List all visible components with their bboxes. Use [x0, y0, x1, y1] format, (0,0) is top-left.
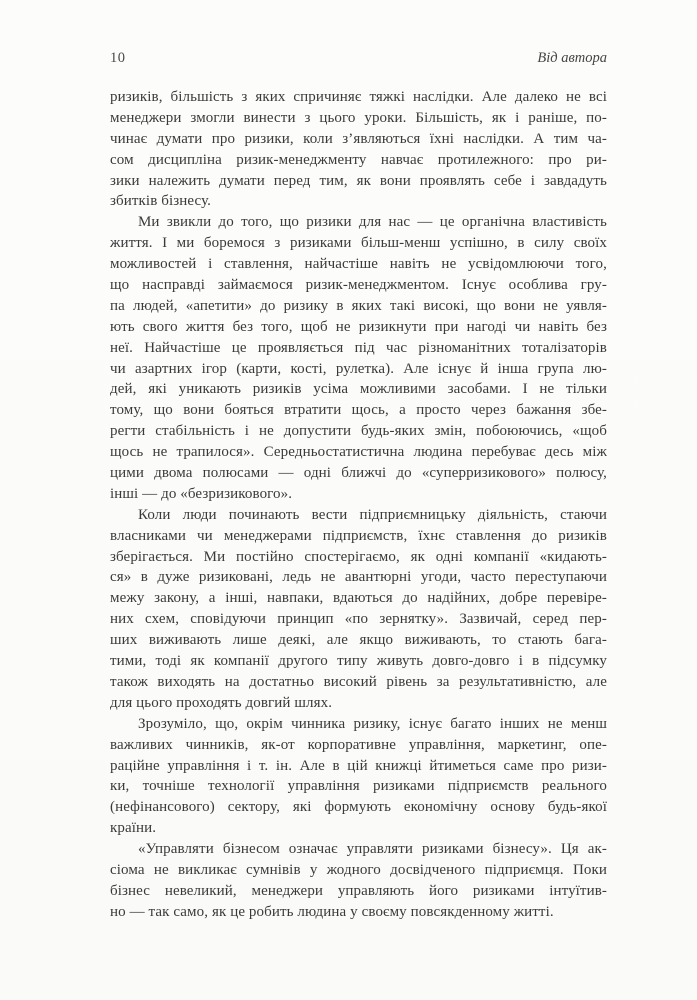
text-line: «Управляти бізнесом означає управляти ризиками бізнесу». Ця ак-: [138, 841, 607, 858]
paragraph: [110, 839, 607, 923]
text-line: країни.: [110, 820, 157, 837]
running-title: Від автора: [537, 50, 607, 66]
text-line: зберігається. Ми постійно спостерігаємо, як одні компанії «кидають-: [110, 548, 607, 565]
text-line: неї. Найчастіше це проявляється під час різноманітних тоталізаторів: [110, 339, 607, 356]
text-line: тими, тоді як компанії другого типу живуть довго-довго і в підсумку: [110, 653, 607, 670]
page-number: 10: [110, 50, 126, 66]
text-line: інші — до «безризикового».: [110, 485, 293, 502]
text-line: но — так само, як це робить людина у своєму повсякденному житті.: [110, 903, 554, 920]
text-line: зики належить думати перед тим, як вони проявлять себе і завдадуть: [110, 172, 607, 189]
text-line: дей, які уникають ризиків усіма можливими засобами. І не тільки: [110, 381, 607, 398]
paragraph: [110, 87, 607, 212]
text-line: па людей, «апетити» до ризику в яких такі високі, що вони не уявля-: [110, 297, 607, 314]
text-line: збитків бізнесу.: [110, 193, 212, 210]
text-line: ють свого життя без того, щоб не ризикнути при нагоді чи навіть без: [110, 318, 607, 335]
text-line: Ми звикли до того, що ризики для нас — це органічна властивість: [138, 214, 607, 231]
body-text: [110, 87, 607, 923]
text-line: сом дисципліна ризик-менеджменту навчає протилежного: про ри-: [110, 151, 607, 168]
text-line: ризиків, більшість з яких спричиняє тяжкі наслідки. Але далеко не всі: [110, 89, 607, 105]
text-line: менеджери змогли винести з цього уроки. Більшість, як і раніше, по-: [110, 109, 607, 126]
text-line: Зрозуміло, що, окрім чинника ризику, існує багато інших не менш: [138, 715, 607, 732]
text-line: бізнес невеликий, менеджери управляють його ризиками інтуїтив-: [110, 882, 607, 899]
text-line: ся» в дуже ризиковані, ледь не авантюрні угоди, часто переступаючи: [110, 569, 607, 586]
text-line: цими двома полюсами — одні ближчі до «суперризикового» полюсу,: [110, 465, 607, 482]
text-line: для цього проходять довгий шлях.: [110, 694, 333, 711]
text-line: них схем, сповідуючи принцип «по зернятку». Зазвичай, серед пер-: [110, 611, 607, 628]
paragraph: [110, 505, 607, 714]
text-line: ки, точніше технології управління ризиками підприємств реального: [110, 778, 607, 795]
text-line: регти стабільність і не допустити будь-яких змін, побоюючись, «щоб: [110, 423, 607, 440]
text-line: Коли люди починають вести підприємницьку діяльність, стаючи: [138, 506, 607, 523]
text-line: важливих чинників, як-от корпоративне управління, маркетинг, опе-: [110, 736, 607, 753]
text-line: межу закону, а інші, навпаки, вдаються до надійних, добре перевіре-: [110, 590, 607, 607]
text-line: життя. І ми боремося з ризиками більш-менш успішно, в силу своїх: [110, 235, 607, 252]
running-head: [110, 50, 607, 68]
paragraph: [110, 714, 607, 839]
text-line: (нефінансового) сектору, які формують економічну основу будь-якої: [110, 799, 607, 816]
text-line: можливостей і ставлення, найчастіше навіть не усвідомлюючи того,: [110, 256, 607, 273]
text-line: чинає думати про ризики, коли з’являються їхні наслідки. А тим ча-: [110, 130, 607, 147]
text-line: власниками чи менеджерами підприємств, їхнє ставлення до ризиків: [110, 527, 607, 544]
text-line: ших виживають лише деякі, але якщо виживають, то стають бага-: [110, 632, 607, 649]
text-line: також виходять на достатньо високий рівень за результативністю, але: [110, 673, 607, 690]
text-line: щось не трапилося». Середньостатистична людина перебуває десь між: [110, 444, 607, 461]
text-line: чи азартних ігор (карти, кості, рулетка). Але існує й інша група лю-: [110, 360, 607, 377]
text-line: раційне управління і т. ін. Але в цій книжці йтиметься саме про ризи-: [110, 757, 607, 774]
text-line: тому, що вони бояться втратити щось, а просто через бажання збе-: [110, 402, 607, 419]
text-line: сіома не викликає сумнівів у жодного досвідченого підприємця. Поки: [110, 861, 607, 878]
text-line: що насправді займаємося ризик-менеджментом. Існує особлива гру-: [110, 277, 607, 294]
paragraph: [110, 212, 607, 504]
